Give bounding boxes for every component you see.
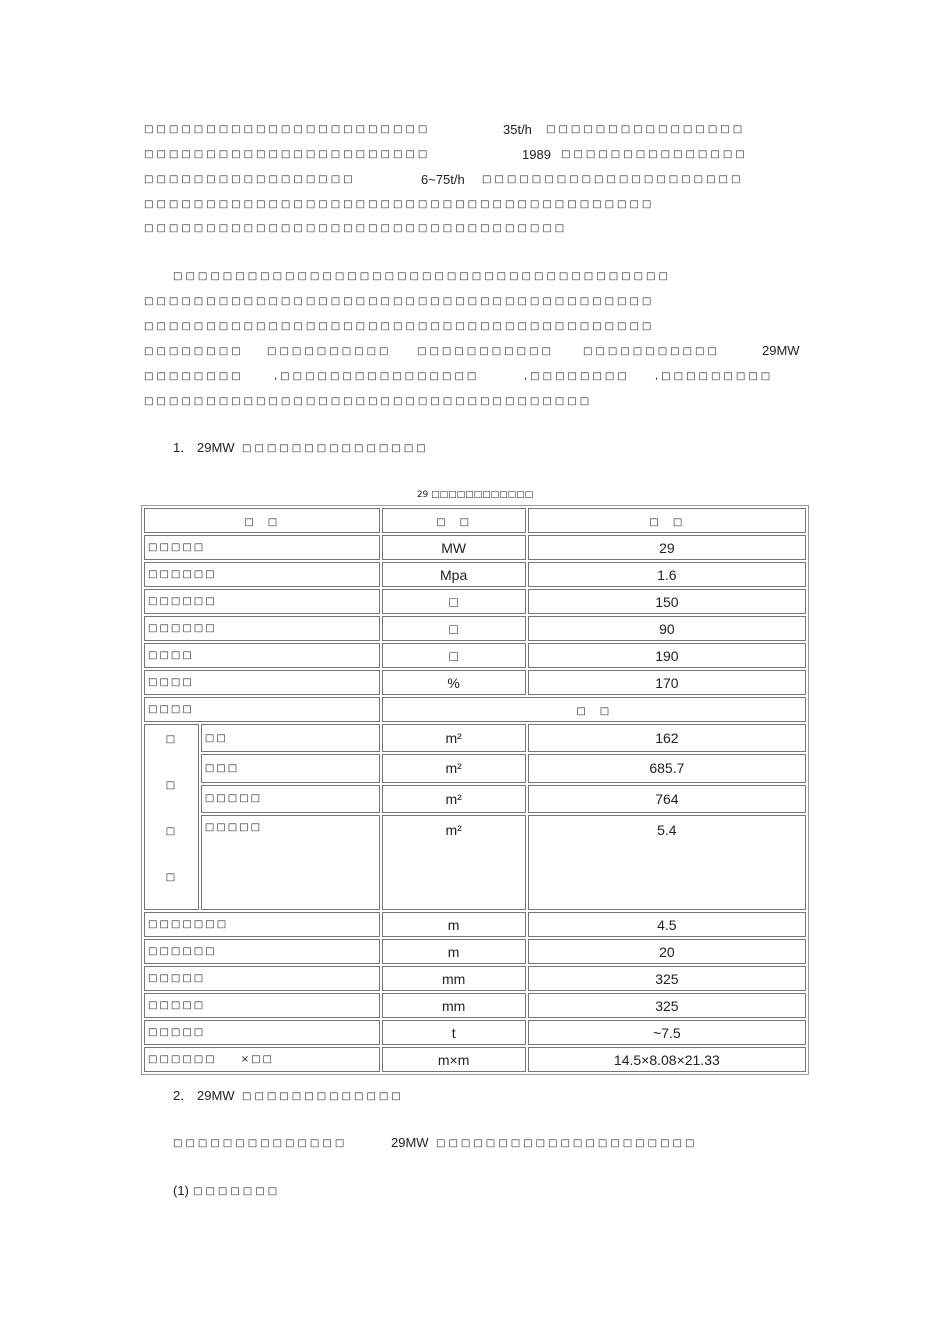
p2-line4-a: □□□□□□□□ <box>144 346 244 357</box>
row-value: 190 <box>528 643 806 668</box>
header-value: □ □ <box>528 508 806 533</box>
table-row <box>144 939 806 964</box>
table-row-fuel <box>144 697 806 722</box>
row-name: □□□□□□ <box>144 616 380 641</box>
p1-line1-num: 35t/h <box>503 122 532 137</box>
p2-line2: □□□□□□□□□□□□□□□□□□□□□□□□□□□□□□□□□□□□□□□□□ <box>144 296 655 307</box>
table-row <box>144 966 806 991</box>
row-unit: m² <box>382 815 526 910</box>
row-name: □□□□ <box>144 697 380 722</box>
table-row <box>144 670 806 695</box>
header-item: □ □ <box>144 508 380 533</box>
row-unit: Mpa <box>382 562 526 587</box>
row-name: □□□□ <box>144 643 380 668</box>
row-value: 325 <box>528 966 806 991</box>
p1-line3-num: 6~75t/h <box>421 172 465 187</box>
table-row <box>144 562 806 587</box>
table-row <box>144 993 806 1018</box>
item1-number: (1) <box>173 1183 189 1198</box>
row-name: □□□ <box>201 754 380 782</box>
row-name: □□□□□ <box>144 966 380 991</box>
header-unit: □ □ <box>382 508 526 533</box>
row-name: □□□□□ <box>201 815 380 910</box>
row-value: 90 <box>528 616 806 641</box>
section2-code: 29MW <box>197 1088 235 1103</box>
row-value: 685.7 <box>528 754 806 782</box>
table-row <box>144 912 806 937</box>
table-row <box>144 724 806 752</box>
p2-line1: □□□□□□□□□□□□□□□□□□□□□□□□□□□□□□□□□□□□□□□□ <box>173 271 671 282</box>
table-row <box>144 1020 806 1045</box>
row-name: □□□□□□ <box>144 589 380 614</box>
row-unit: mm <box>382 966 526 991</box>
row-name: □□□□□□ <box>144 939 380 964</box>
row-unit: mm <box>382 993 526 1018</box>
p2-line4-d: □□□□□□□□□□□ <box>583 346 720 357</box>
row-unit: m <box>382 939 526 964</box>
row-unit: MW <box>382 535 526 560</box>
table-row <box>144 616 806 641</box>
table-caption: 29 □□□□□□□□□□□□ <box>416 490 534 500</box>
row-value: 20 <box>528 939 806 964</box>
p2-line4-b: □□□□□□□□□□ <box>267 346 392 357</box>
p2-line6: □□□□□□□□□□□□□□□□□□□□□□□□□□□□□□□□□□□□ <box>144 396 593 407</box>
row-value: 29 <box>528 535 806 560</box>
p2-line5-d: ,□□□□□□□□□ <box>655 371 774 382</box>
row-unit: □ <box>382 643 526 668</box>
row-value: 162 <box>528 724 806 752</box>
table-header-row <box>144 508 806 533</box>
table-row <box>144 535 806 560</box>
row-unit: m² <box>382 724 526 752</box>
section1-code: 29MW <box>197 440 235 455</box>
p1-line2: □□□□□□□□□□□□□□□□□□□□□□□ <box>144 149 431 160</box>
table-row <box>144 589 806 614</box>
p1-line5: □□□□□□□□□□□□□□□□□□□□□□□□□□□□□□□□□□ <box>144 223 568 234</box>
row-value: 5.4 <box>528 815 806 910</box>
row-name: □□□□□ <box>144 1020 380 1045</box>
row-name: □□□□□□ <box>144 562 380 587</box>
p1-line3: □□□□□□□□□□□□□□□□□ <box>144 174 356 185</box>
row-unit: □ <box>382 616 526 641</box>
row-name: □□□□ <box>144 670 380 695</box>
p1-line1: □□□□□□□□□□□□□□□□□□□□□□□ <box>144 124 431 135</box>
p3-line1-tail: □□□□□□□□□□□□□□□□□□□□□ <box>436 1138 698 1149</box>
p3-line1-code: 29MW <box>391 1135 429 1150</box>
item1-text: □□□□□□□ <box>193 1186 281 1197</box>
table-row <box>144 1047 806 1072</box>
row-value: 1.6 <box>528 562 806 587</box>
table-row <box>144 785 806 813</box>
row-value: ~7.5 <box>528 1020 806 1045</box>
group-label: □ □ □ □ <box>144 724 199 910</box>
row-unit: m <box>382 912 526 937</box>
row-name: □□ <box>201 724 380 752</box>
p2-line4-num: 29MW <box>762 343 800 358</box>
p3-line1: □□□□□□□□□□□□□□ <box>173 1138 348 1149</box>
p1-line4: □□□□□□□□□□□□□□□□□□□□□□□□□□□□□□□□□□□□□□□□□ <box>144 199 655 210</box>
p1-line1-tail: □□□□□□□□□□□□□□□□ <box>546 124 746 135</box>
row-value: 170 <box>528 670 806 695</box>
p2-line4-c: □□□□□□□□□□□ <box>417 346 554 357</box>
section1-title: □□□□□□□□□□□□□□□ <box>242 443 429 454</box>
p2-line3: □□□□□□□□□□□□□□□□□□□□□□□□□□□□□□□□□□□□□□□□□ <box>144 321 655 332</box>
p1-line2-num: 1989 <box>522 147 551 162</box>
table-row <box>144 815 806 910</box>
table-row <box>144 643 806 668</box>
row-value: 150 <box>528 589 806 614</box>
row-name: □□□□□ <box>144 993 380 1018</box>
row-name: □□□□□□ ×□□ <box>144 1047 380 1072</box>
row-value: 4.5 <box>528 912 806 937</box>
p2-line5-c: ,□□□□□□□□ <box>524 371 630 382</box>
row-unit: m² <box>382 754 526 782</box>
row-name: □□□□□ <box>144 535 380 560</box>
row-unit: % <box>382 670 526 695</box>
p1-line2-tail: □□□□□□□□□□□□□□□ <box>561 149 748 160</box>
row-value: 14.5×8.08×21.33 <box>528 1047 806 1072</box>
row-unit: m² <box>382 785 526 813</box>
row-unit: t <box>382 1020 526 1045</box>
row-unit: □ <box>382 589 526 614</box>
row-name: □□□□□□□ <box>144 912 380 937</box>
section2-title: □□□□□□□□□□□□□ <box>242 1091 404 1102</box>
table-row <box>144 754 806 782</box>
spec-table <box>141 505 809 1075</box>
p2-line5-b: ,□□□□□□□□□□□□□□□□ <box>274 371 480 382</box>
row-name: □□□□□ <box>201 785 380 813</box>
row-value: 764 <box>528 785 806 813</box>
section1-number: 1． <box>173 440 194 455</box>
row-unit: m×m <box>382 1047 526 1072</box>
row-value: 325 <box>528 993 806 1018</box>
p2-line5-a: □□□□□□□□ <box>144 371 244 382</box>
p1-line3-tail: □□□□□□□□□□□□□□□□□□□□□ <box>482 174 744 185</box>
row-value: □ □ <box>382 697 806 722</box>
section2-number: 2． <box>173 1088 194 1103</box>
